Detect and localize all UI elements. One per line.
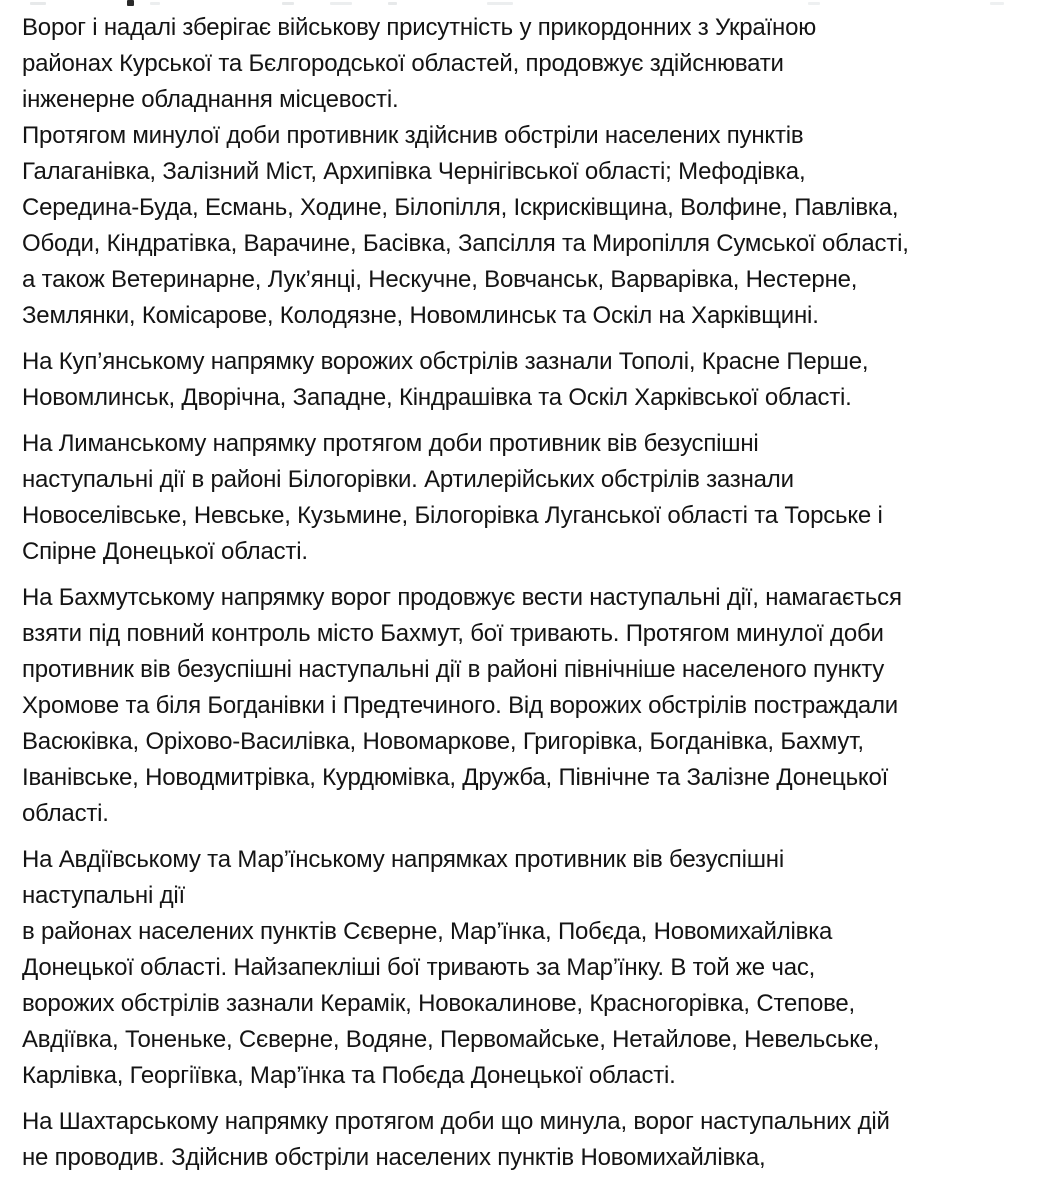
text-line: інженерне обладнання місцевості. bbox=[22, 86, 399, 113]
text-line: наступальні дії bbox=[22, 882, 185, 909]
text-line: На Бахмутському напрямку ворог продовжує вести наступальні дії, намагається bbox=[22, 584, 902, 611]
text-line: На Куп’янському напрямку ворожих обстрілів зазнали Тополі, Красне Перше, bbox=[22, 348, 869, 375]
text-line: ворожих обстрілів зазнали Керамік, Новокалинове, Красногорівка, Степове, bbox=[22, 990, 855, 1017]
text-line: районах Курської та Бєлгородської областей, продовжує здійснювати bbox=[22, 50, 784, 77]
text-line: Авдіївка, Тоненьке, Сєверне, Водяне, Первомайське, Нетайлове, Невельське, bbox=[22, 1026, 880, 1053]
text-line: Новомлинськ, Дворічна, Западне, Кіндрашівка та Оскіл Харківської області. bbox=[22, 384, 852, 411]
text-line: Ободи, Кіндратівка, Варачине, Басівка, Запсілля та Миропілля Сумської області, bbox=[22, 230, 909, 257]
paragraph bbox=[22, 426, 1034, 570]
text-line: не проводив. Здійснив обстріли населених пунктів Новомихайлівка, bbox=[22, 1144, 766, 1171]
text-line: Карлівка, Георгіївка, Мар’їнка та Побєда Донецької області. bbox=[22, 1062, 676, 1089]
text-line: Галаганівка, Залізний Міст, Архипівка Чернігівської області; Мефодівка, bbox=[22, 158, 806, 185]
text-line: Хромове та біля Богданівки і Предтечиного. Від ворожих обстрілів постраждали bbox=[22, 692, 898, 719]
text-line: взяти під повний контроль місто Бахмут, бої тривають. Протягом минулої доби bbox=[22, 620, 884, 647]
text-line: наступальні дії в районі Білогорівки. Артилерійських обстрілів зазнали bbox=[22, 466, 794, 493]
paragraph bbox=[22, 580, 1034, 832]
text-line: області. bbox=[22, 800, 109, 827]
paragraph bbox=[22, 10, 1034, 118]
text-line: Землянки, Комісарове, Колодязне, Новомлинськ та Оскіл на Харківщині. bbox=[22, 302, 819, 329]
text-line: Середина-Буда, Есмань, Ходине, Білопілля, Іскрисківщина, Волфине, Павлівка, bbox=[22, 194, 899, 221]
text-line: Донецької області. Найзапекліші бої тривають за Мар’їнку. В той же час, bbox=[22, 954, 816, 981]
text-line: На Шахтарському напрямку протягом доби що минула, ворог наступальних дій bbox=[22, 1108, 890, 1135]
text-line: Васюківка, Оріхово-Василівка, Новомаркове, Григорівка, Богданівка, Бахмут, bbox=[22, 728, 864, 755]
paragraph bbox=[22, 842, 1034, 1094]
text-line: Ворог і надалі зберігає військову присутність у прикордонних з Україною bbox=[22, 14, 817, 41]
text-line: Іванівське, Новодмитрівка, Курдюмівка, Дружба, Північне та Залізне Донецької bbox=[22, 764, 889, 791]
paragraph bbox=[22, 1104, 1034, 1176]
paragraph bbox=[22, 118, 1034, 334]
text-line: противник вів безуспішні наступальні дії в районі північніше населеного пункту bbox=[22, 656, 885, 683]
text-line: Протягом минулої доби противник здійснив обстріли населених пунктів bbox=[22, 122, 804, 149]
text-line: Новоселівське, Невське, Кузьмине, Білогорівка Луганської області та Торське і bbox=[22, 502, 883, 529]
text-line: На Лиманському напрямку протягом доби противник вів безуспішні bbox=[22, 430, 759, 457]
text-line: Спірне Донецької області. bbox=[22, 538, 308, 565]
paragraph bbox=[22, 344, 1034, 416]
text-line: На Авдіївському та Мар’їнському напрямках противник вів безуспішні bbox=[22, 846, 784, 873]
text-line: в районах населених пунктів Сєверне, Мар’їнка, Побєда, Новомихайлівка bbox=[22, 918, 833, 945]
text-line: а також Ветеринарне, Лук’янці, Нескучне, Вовчанськ, Варварівка, Нестерне, bbox=[22, 266, 858, 293]
